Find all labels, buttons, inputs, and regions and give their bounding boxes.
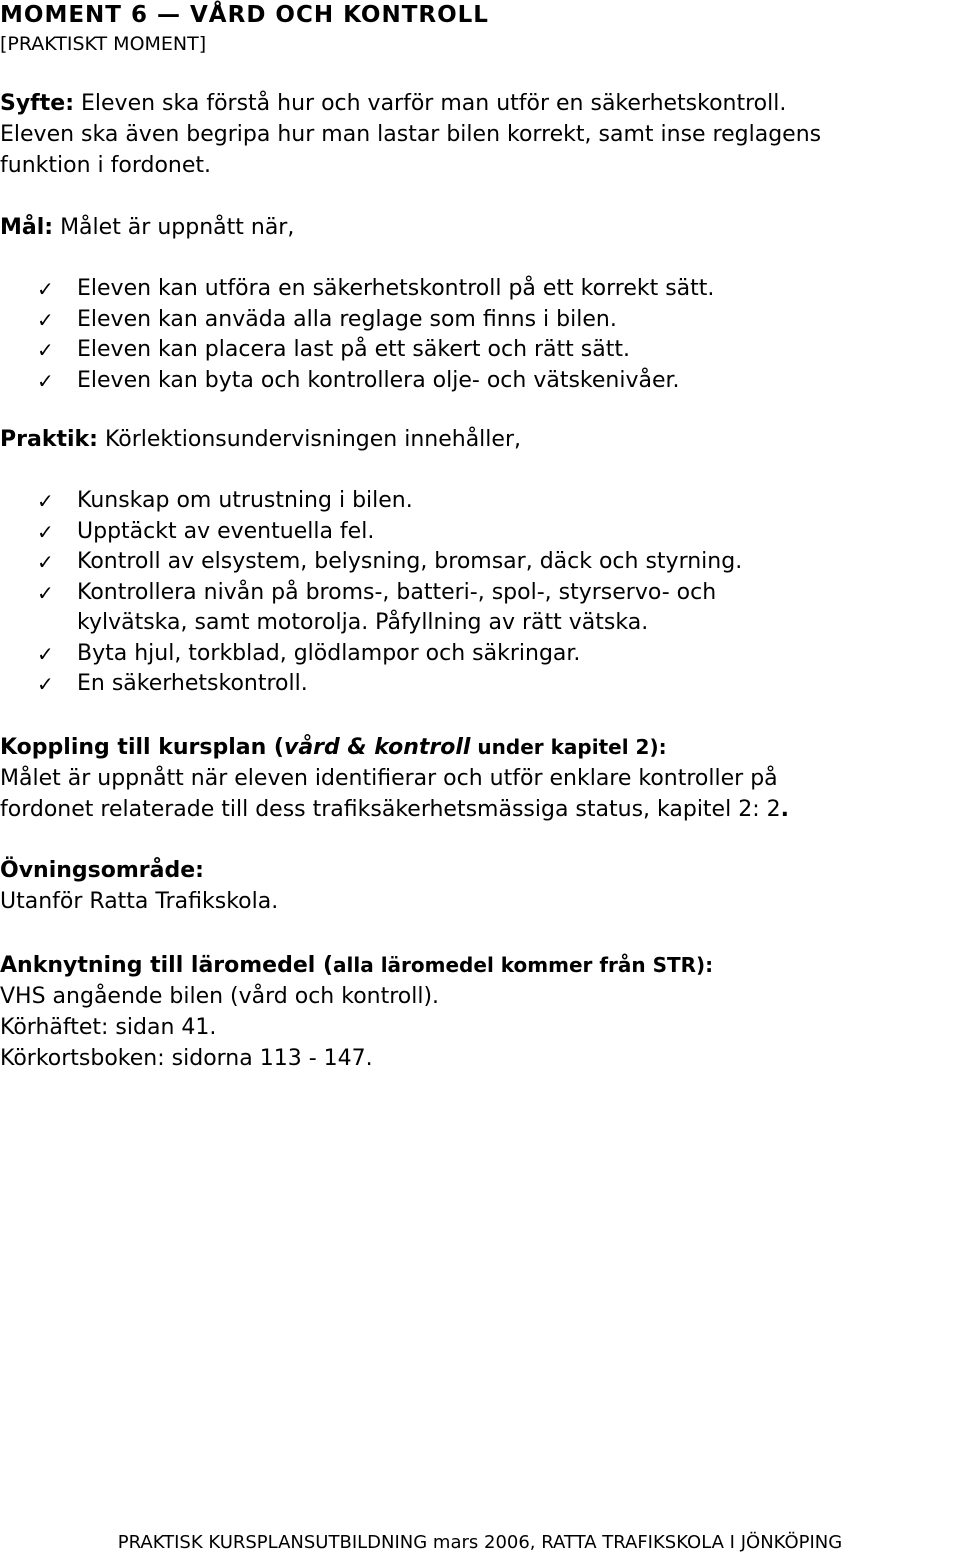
mal-heading <box>0 212 294 243</box>
praktik-label: Praktik: <box>0 427 98 452</box>
list-item: ✓ Kontrollera nivån på broms-, batteri-, spol-, styrservo- och <box>0 578 742 609</box>
ovningsomrade-text: Utanför Ratta Trafikskola. <box>0 889 279 914</box>
checkmark-icon: ✓ <box>37 307 54 332</box>
syfte-section <box>0 88 821 181</box>
checkmark-icon: ✓ <box>37 338 54 362</box>
checkmark-icon: ✓ <box>37 641 54 666</box>
checkmark-icon: ✓ <box>37 368 54 393</box>
syfte-label: Syfte: <box>0 91 74 116</box>
checkmark-icon: ✓ <box>37 519 54 544</box>
page-subtitle: [PRAKTISKT MOMENT] <box>0 33 207 55</box>
koppling-section <box>0 732 789 825</box>
mal-list <box>0 274 714 396</box>
list-item: ✓ Kunskap om utrustning i bilen. <box>0 486 742 517</box>
list-item: ✓ En säkerhetskontroll. <box>0 669 742 700</box>
mal-label: Mål: <box>0 215 54 240</box>
anknytning-line-1: VHS angående bilen (vård och kontroll). <box>0 984 440 1009</box>
ovningsomrade-section <box>0 855 278 917</box>
list-item: ✓ Byta hjul, torkblad, glödlampor och säkringar. <box>0 639 742 670</box>
anknytning-line-2: Körhäftet: sidan 41. <box>0 1015 217 1040</box>
syfte-line-1 <box>0 88 821 119</box>
list-item: ✓ Eleven kan byta och kontrollera olje- och vätskenivåer. <box>0 366 714 397</box>
list-item: ✓ Kontroll av elsystem, belysning, bromsar, däck och styrning. <box>0 547 742 578</box>
list-item: ✓ Upptäckt av eventuella fel. <box>0 517 742 548</box>
list-item: ✓ Eleven kan anväda alla reglage som finns i bilen. <box>0 305 714 336</box>
anknytning-section <box>0 950 713 1074</box>
checkmark-icon: ✓ <box>37 550 54 574</box>
page-footer: PRAKTISK KURSPLANSUTBILDNING mars 2006, RATTA TRAFIKSKOLA I JÖNKÖPING <box>117 1532 843 1553</box>
syfte-line-3: funktion i fordonet. <box>0 153 211 178</box>
koppling-heading: Koppling till kursplan (vård & kontroll under kapitel 2): <box>0 735 667 760</box>
mal-text: Målet är uppnått när, <box>60 215 295 240</box>
koppling-line-1: Målet är uppnått när eleven identifierar och utför enklare kontroller på <box>0 766 778 791</box>
checkmark-icon: ✓ <box>37 489 54 513</box>
list-item-continuation: kylvätska, samt motorolja. Påfyllning av rätt vätska. <box>77 610 649 635</box>
page-title: MOMENT 6 — VÅRD OCH KONTROLL <box>0 2 489 28</box>
checkmark-icon: ✓ <box>37 580 54 605</box>
syfte-line-2: Eleven ska även begripa hur man lastar bilen korrekt, samt inse reglagens <box>0 122 822 147</box>
ovningsomrade-label: Övningsområde: <box>0 858 204 883</box>
koppling-line-2: fordonet relaterade till dess trafiksäkerhetsmässiga status, kapitel 2: 2. <box>0 797 789 822</box>
checkmark-icon: ✓ <box>37 672 54 696</box>
praktik-list <box>0 486 742 700</box>
anknytning-heading: Anknytning till läromedel (alla läromedel kommer från STR): <box>0 953 714 978</box>
syfte-text: Eleven ska förstå hur och varför man utför en säkerhetskontroll. <box>81 91 787 116</box>
list-item: ✓ Eleven kan placera last på ett säkert och rätt sätt. <box>0 335 714 366</box>
praktik-text: Körlektionsundervisningen innehåller, <box>104 427 521 452</box>
checkmark-icon: ✓ <box>37 277 54 301</box>
praktik-heading <box>0 424 521 455</box>
anknytning-line-3: Körkortsboken: sidorna 113 - 147. <box>0 1046 373 1071</box>
list-item: ✓ Eleven kan utföra en säkerhetskontroll på ett korrekt sätt. <box>0 274 714 305</box>
